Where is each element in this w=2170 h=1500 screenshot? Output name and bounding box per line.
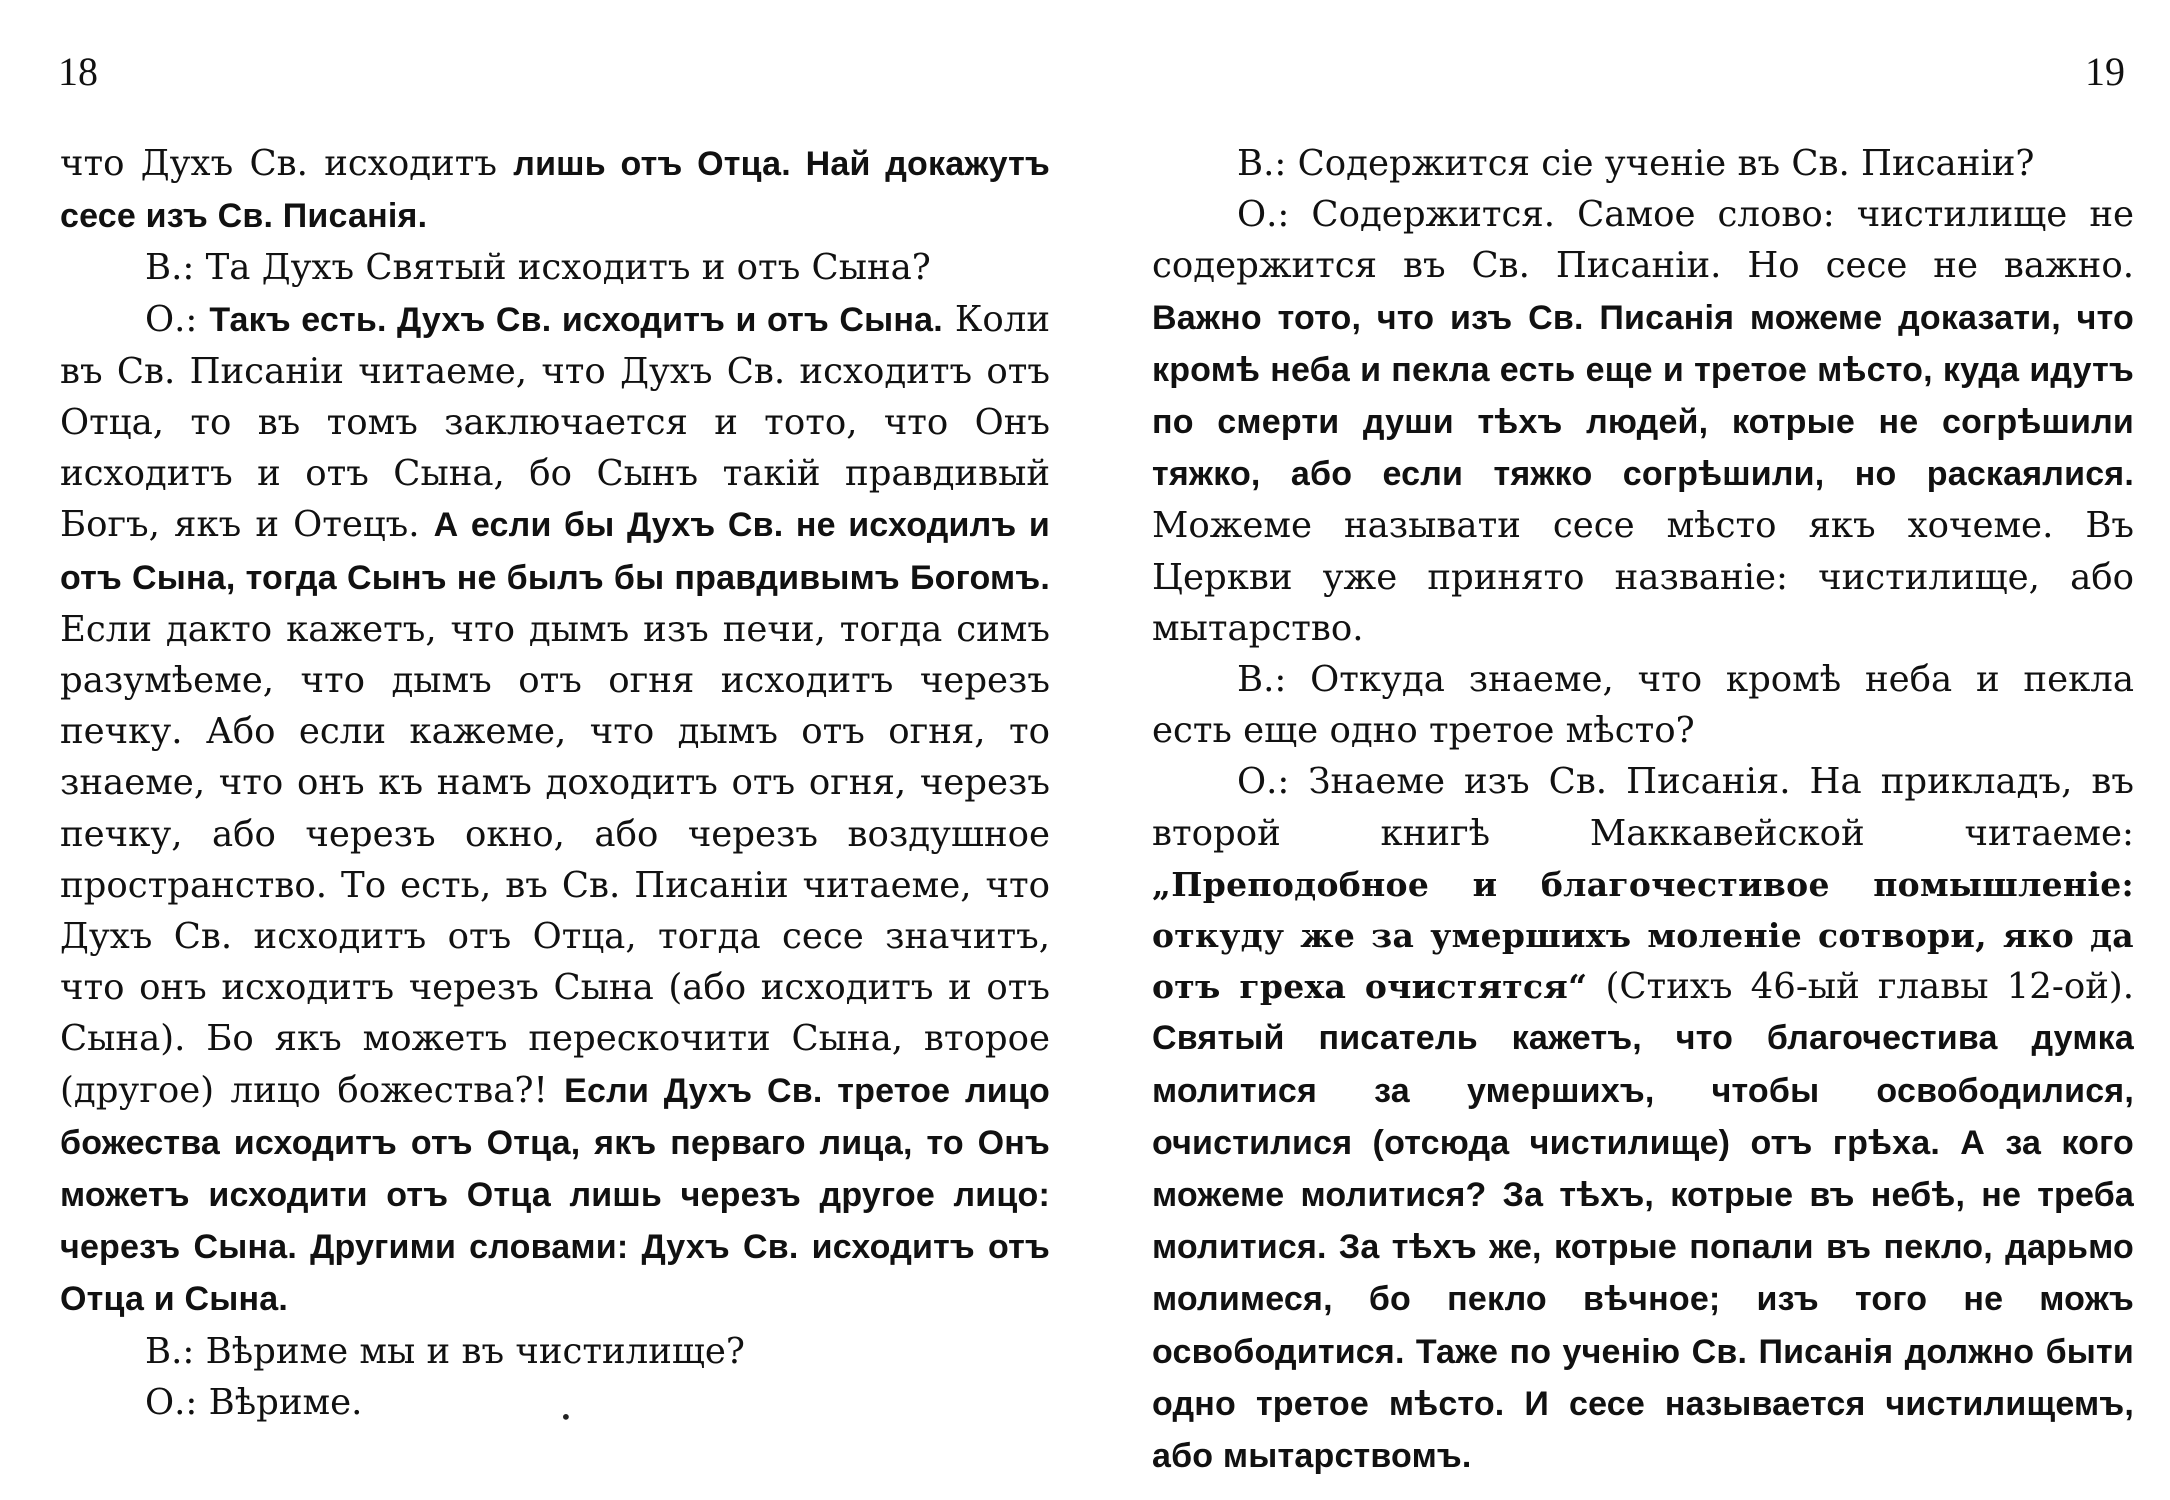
paragraph <box>60 1326 1050 1377</box>
body-text: В.: Откуда знаеме, что кромѣ неба и пекла есть еще одно третое мѣсто? <box>1152 659 2134 752</box>
bold-text: Если Духъ Св. третое лицо божества исходитъ отъ Отца, якъ перваго лица, то Онъ можетъ исходити отъ Отца лишь черезъ другое лицо: черезъ Сына. Другими словами: Духъ Св. исходитъ отъ Отца и Сына. <box>60 1071 1050 1319</box>
body-text: О.: <box>145 298 210 340</box>
paragraph <box>1152 756 2134 1482</box>
bold-text: „Преподобное и благочестивое помышленіе: откуду же за умершихъ моленіе сотвори, яко да отъ греха очистятся“ <box>1152 864 2134 1007</box>
paragraph <box>60 294 1050 1326</box>
paragraph <box>1152 138 2134 189</box>
body-text: В.: Вѣриме мы и въ чистилище? <box>145 1330 745 1372</box>
right-page-text <box>1152 138 2134 1482</box>
body-text: что Духъ Св. исходитъ <box>60 143 514 184</box>
ink-speck: • <box>560 1405 572 1429</box>
page-number-right: 19 <box>2085 49 2125 94</box>
paragraph <box>1152 189 2134 654</box>
paragraph <box>60 1377 1050 1428</box>
body-text: Коли въ Св. Писанiи читаеме, что Духъ Св. исходитъ отъ Отца, то въ томъ заключается и тото, что Онъ исходитъ и отъ Сына, бо Сынъ такiй правдивый Богъ, якъ и Отецъ. <box>60 298 1050 546</box>
bold-text: лишь отъ Отца. Най докажутъ сесе изъ Св. Писанія. <box>60 145 1050 236</box>
bold-text: Такъ есть. Духъ Св. исходитъ и отъ Сына. <box>209 300 943 339</box>
body-text: (Стихъ 46-ый главы 12-ой). <box>1587 966 2134 1008</box>
bold-text: Святый писатель кажетъ, что благочестива думка молитися за умершихъ, чтобы освободилися, очистилися (отсюда чистилище) отъ грѣха. А за кого можеме молитися? За тѣхъ, котрые въ небѣ, не треба молитися. За тѣхъ же, котрые попали въ пекло, дарьмо молимеся, бо пекло вѣчное; изъ того не можъ освободитися. Таже по ученію Св. Писанія должно быти одно третое мѣсто. И сесе называется чистилищемъ, або мытарствомъ. <box>1152 1019 2134 1476</box>
paragraph <box>60 242 1050 293</box>
bold-text: Важно тото, что изъ Св. Писанія можеме доказати, что кромѣ неба и пекла есть еще и третое мѣсто, куда идутъ по смерти души тѣхъ людей, котрые не согрѣшили тяжко, або если тяжко согрѣшили, но раскаялися. <box>1152 298 2134 494</box>
body-text: О.: Вѣриме. <box>145 1381 363 1423</box>
body-text: В.: Содержится сiе ученiе въ Св. Писанiи? <box>1237 143 2035 184</box>
page-number-left: 18 <box>58 49 98 94</box>
left-page-text <box>60 138 1050 1428</box>
body-text: Если дакто кажетъ, что дымъ изъ печи, тогда симъ разумѣеме, что дымъ отъ огня исходитъ черезъ печку. Або если кажеме, что дымъ отъ огня, то знаеме, что онъ къ намъ доходитъ отъ огня, черезъ печку, або черезъ окно, або черезъ воздушное пространство. То есть, въ Св. Писанiи читаеме, что Духъ Св. исходитъ отъ Отца, тогда сесе значитъ, что онъ исходитъ черезъ Сына (або исходитъ и отъ Сына). Бо якъ можетъ перескочити Сына, второе (другое) лицо божества?! <box>60 608 1050 1111</box>
body-text: В.: Та Духъ Святый исходитъ и отъ Сына? <box>145 247 931 289</box>
body-text: О.: Содержится. Самое слово: чистилище не содержится въ Св. Писанiи. Но сесе не важно. <box>1152 194 2134 287</box>
body-text: О.: Знаеме изъ Св. Писанія. На прикладъ, въ второй книгѣ Маккавейской читаеме: <box>1152 761 2134 854</box>
paragraph <box>1152 654 2134 756</box>
paragraph <box>60 138 1050 242</box>
body-text: Можеме называти сесе мѣсто якъ хочеме. Въ Церкви уже принято названiе: чистилище, або мытарство. <box>1152 505 2134 649</box>
bold-text: А если бы Духъ Св. не исходилъ и отъ Сына, тогда Сынъ не былъ бы правдивымъ Богомъ. <box>60 506 1050 597</box>
